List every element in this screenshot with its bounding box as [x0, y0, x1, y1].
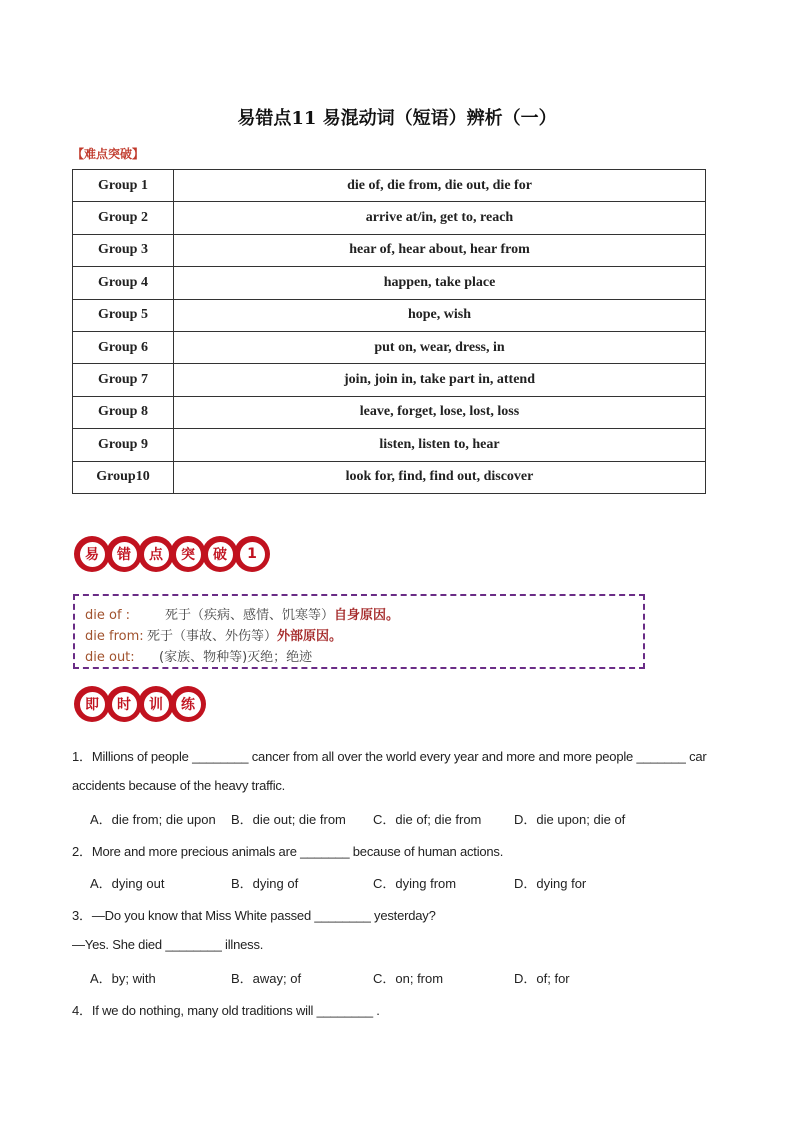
group-name: Group 5 — [73, 299, 174, 331]
group-name: Group 9 — [73, 429, 174, 461]
definition-text: 死于（事故、外伤等） — [147, 629, 278, 644]
badge-char: 破 — [203, 537, 237, 571]
section-badge-jishixunlian — [75, 687, 203, 721]
question-2-option-c: C．dying from — [373, 876, 457, 891]
question-2-option-b: B．dying of — [231, 876, 299, 891]
question-1-option-d: D．die upon; die of — [514, 812, 626, 827]
table-row — [73, 299, 706, 331]
group-name: Group 4 — [73, 267, 174, 299]
group-name: Group10 — [73, 461, 174, 493]
group-name: Group 1 — [73, 170, 174, 202]
group-words: listen, listen to, hear — [174, 429, 706, 461]
table-row — [73, 202, 706, 234]
badge-char: 训 — [139, 687, 173, 721]
question-3-option-a: A．by; with — [90, 971, 156, 986]
badge-char: 1 — [235, 537, 269, 571]
question-3-line-2: —Yes. She died ________ illness. — [72, 937, 264, 952]
badge-char: 点 — [139, 537, 173, 571]
table-row — [73, 331, 706, 363]
definition-box — [73, 594, 645, 669]
definition-term: die from: — [85, 629, 144, 644]
group-name: Group 3 — [73, 234, 174, 266]
group-name: Group 2 — [73, 202, 174, 234]
question-1-line-1: 1．Millions of people ________ cancer from all over the world every year and more and more people _______ car — [72, 749, 707, 764]
group-words: put on, wear, dress, in — [174, 331, 706, 363]
question-1-option-b: B．die out; die from — [231, 812, 346, 827]
group-words: arrive at/in, get to, reach — [174, 202, 706, 234]
definition-emphasis: 自身原因。 — [334, 608, 400, 623]
group-words: happen, take place — [174, 267, 706, 299]
question-3-option-b: B．away; of — [231, 971, 302, 986]
table-row — [73, 461, 706, 493]
definition-line — [85, 647, 643, 668]
badge-char: 易 — [75, 537, 109, 571]
badge-char: 时 — [107, 687, 141, 721]
group-words: hear of, hear about, hear from — [174, 234, 706, 266]
badge-char: 突 — [171, 537, 205, 571]
definition-line — [85, 626, 643, 647]
badge-char: 练 — [171, 687, 205, 721]
table-row — [73, 267, 706, 299]
definition-emphasis: 外部原因。 — [277, 629, 343, 644]
question-1-option-a: A．die from; die upon — [90, 812, 216, 827]
question-3-option-d: D．of; for — [514, 971, 570, 986]
question-3-line-1: 3．—Do you know that Miss White passed ________ yesterday? — [72, 908, 436, 923]
section-badge-yicuodian — [75, 537, 267, 571]
table-row — [73, 396, 706, 428]
definition-term: die of : — [85, 608, 131, 623]
page-title: 易错点11 易混动词（短语）辨析（一） — [237, 108, 557, 129]
definition-term: die out: — [85, 650, 135, 665]
question-1-option-c: C．die of; die from — [373, 812, 482, 827]
group-name: Group 8 — [73, 396, 174, 428]
group-words: hope, wish — [174, 299, 706, 331]
question-2-line-1: 2．More and more precious animals are _______ because of human actions. — [72, 844, 504, 859]
group-words: die of, die from, die out, die for — [174, 170, 706, 202]
definition-text: (家族、物种等)灭绝；绝迹 — [159, 650, 313, 665]
section-tag: 【难点突破】 — [72, 147, 145, 161]
badge-char: 即 — [75, 687, 109, 721]
question-2-option-a: A．dying out — [90, 876, 165, 891]
question-4-line-1: 4．If we do nothing, many old traditions will ________ . — [72, 1003, 380, 1018]
table-row — [73, 170, 706, 202]
question-3-option-c: C．on; from — [373, 971, 444, 986]
groups-table — [72, 169, 706, 494]
table-row — [73, 364, 706, 396]
question-1-line-2: accidents because of the heavy traffic. — [72, 778, 286, 793]
badge-char: 错 — [107, 537, 141, 571]
definition-line — [85, 605, 643, 626]
group-name: Group 7 — [73, 364, 174, 396]
definition-text: 死于（疾病、感情、饥寒等） — [165, 608, 335, 623]
group-name: Group 6 — [73, 331, 174, 363]
group-words: look for, find, find out, discover — [174, 461, 706, 493]
table-row — [73, 429, 706, 461]
table-row — [73, 234, 706, 266]
question-2-option-d: D．dying for — [514, 876, 587, 891]
group-words: join, join in, take part in, attend — [174, 364, 706, 396]
group-words: leave, forget, lose, lost, loss — [174, 396, 706, 428]
